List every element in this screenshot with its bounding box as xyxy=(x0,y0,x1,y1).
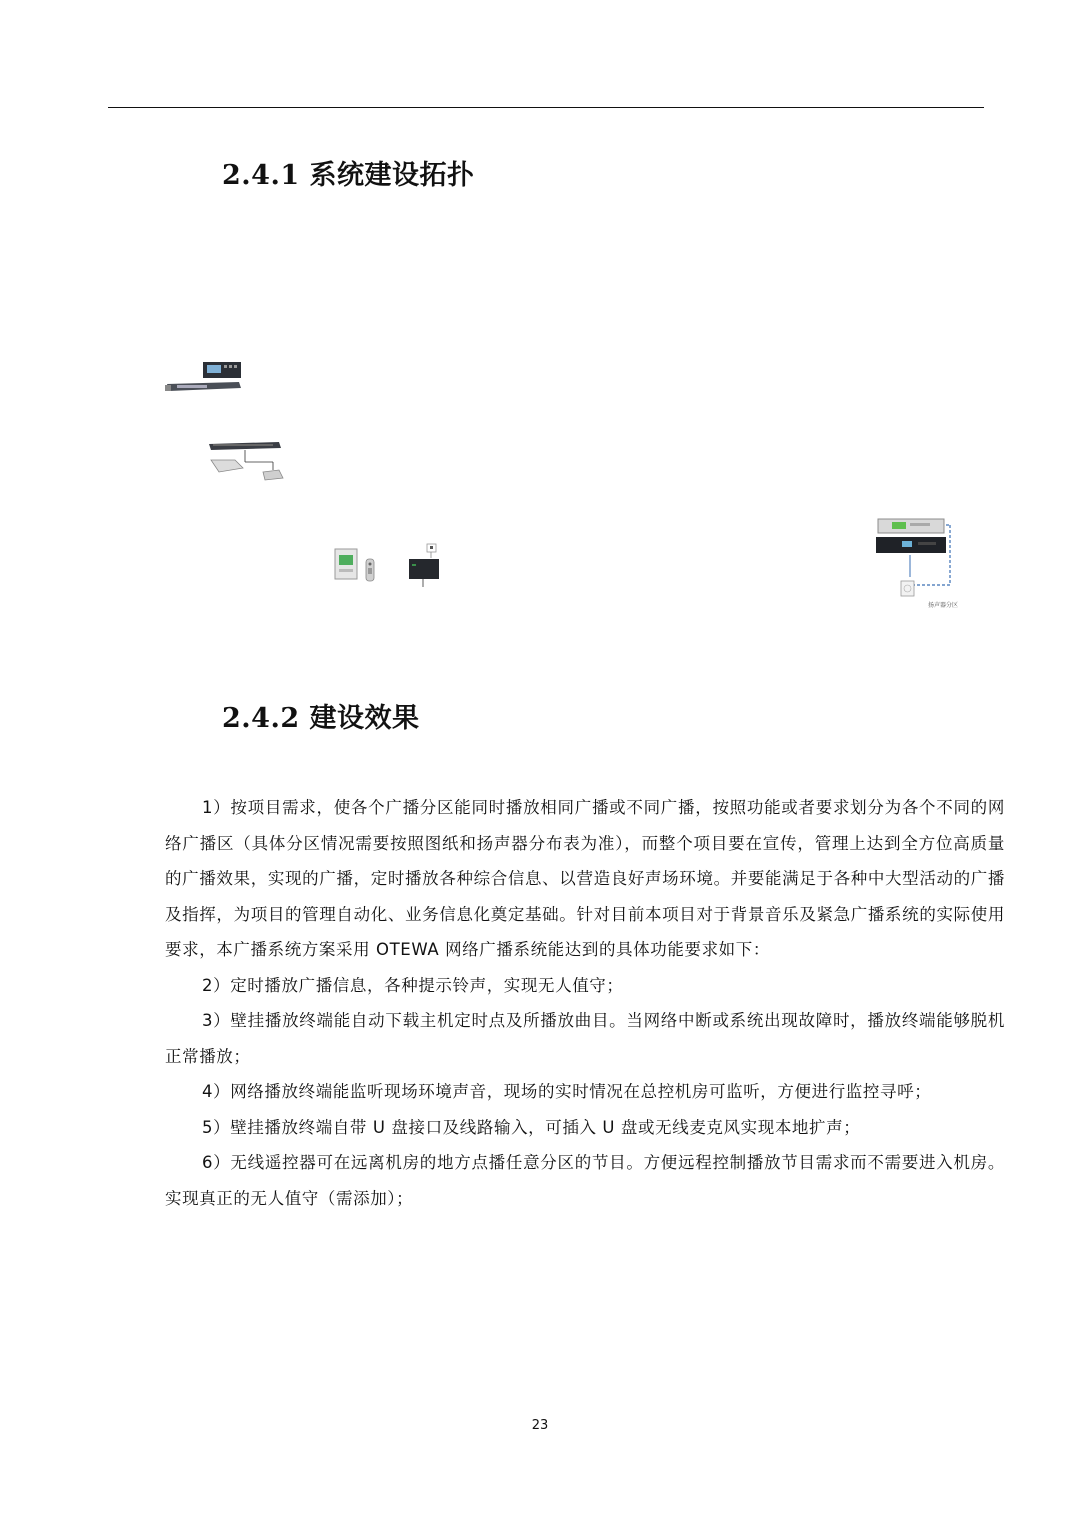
wall-terminal-icon xyxy=(333,547,361,583)
network-adapter-icon xyxy=(405,542,441,588)
speaker-box-icon xyxy=(898,578,918,600)
wireless-remote-icon xyxy=(364,558,376,582)
paragraph: 4）网络播放终端能监听现场环境声音，现场的实时情况在总控机房可监听，方便进行监控寻呼； xyxy=(202,1082,932,1101)
paragraph: 1）按项目需求，使各个广播分区能同时播放相同广播或不同广播，按照功能或者要求划分为各个不同的网络广播区（具体分区情况需要按照图纸和扬声器分布表为准），而整个项目要在宣传，管理上达到全方位高质量的广播效果，实现的广播，定时播放各种综合信息、以营造良好声场环境。并要能满足于各种中大型活动的广播及指挥，为项目的管理自动化、业务信息化奠定基础。针对目前本项目对于背景音乐及紧急广播系统的实际使用要求，本广播系统方案采用 OTEWA 网络广播系统能达到的具体功能要求如下： xyxy=(165,798,1005,959)
speaker-zone-label: 扬声器分区 xyxy=(928,602,959,609)
paragraph: 6）无线遥控器可在远离机房的地方点播任意分区的节目。方便远程控制播放节目需求而不需要进入机房。实现真正的无人值守（需添加）； xyxy=(165,1153,1005,1208)
paragraph: 3）壁挂播放终端能自动下载主机定时点及所播放曲目。当网络中断或系统出现故障时，播放终端能够脱机正常播放； xyxy=(165,1011,1005,1066)
paragraph: 5）壁挂播放终端自带 U 盘接口及线路输入，可插入 U 盘或无线麦克风实现本地扩声； xyxy=(202,1117,861,1137)
page-number: 23 xyxy=(531,1418,549,1433)
section-heading-topology: 2.4.1 系统建设拓扑 xyxy=(222,160,475,191)
effect-body xyxy=(165,790,1005,1216)
network-switch-icon xyxy=(205,438,285,484)
paragraph: 2）定时播放广播信息，各种提示铃声，实现无人值守； xyxy=(202,975,624,995)
rack-console-icon xyxy=(165,360,245,396)
header-rule xyxy=(108,107,984,108)
section-heading-effect: 2.4.2 建设效果 xyxy=(222,703,420,734)
